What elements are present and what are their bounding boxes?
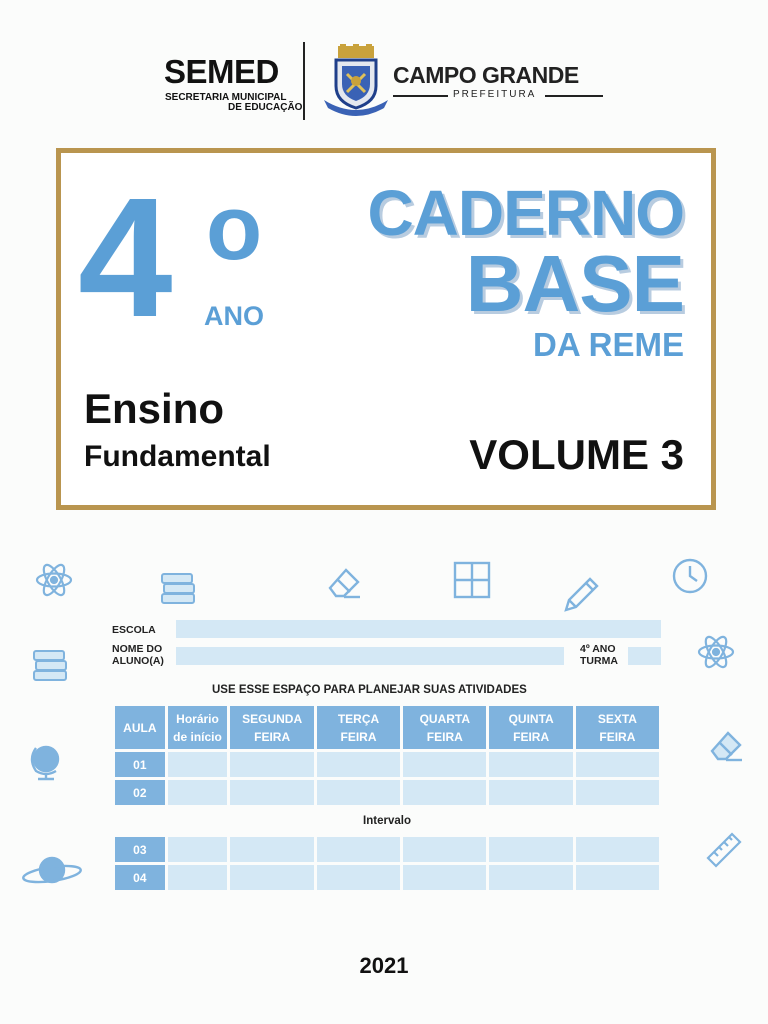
- schedule-cell[interactable]: [317, 752, 400, 777]
- lesson-number: 01: [115, 752, 165, 777]
- schedule-cell[interactable]: [317, 780, 400, 805]
- eraser-icon: [706, 725, 746, 765]
- schedule-header-text: QUINTA: [508, 711, 554, 726]
- title-da-reme: DA REME: [533, 326, 684, 363]
- schedule-cell[interactable]: [403, 780, 486, 805]
- level-fundamental: Fundamental: [84, 440, 271, 473]
- books-icon: [158, 568, 198, 608]
- schedule-cell[interactable]: [230, 752, 314, 777]
- footer-year: 2021: [359, 953, 409, 978]
- schedule-header-text: de início: [173, 729, 222, 744]
- schedule-cell[interactable]: [230, 837, 314, 862]
- student-name-field[interactable]: [176, 647, 564, 665]
- schedule-cell[interactable]: [576, 865, 659, 890]
- schedule-cell[interactable]: [403, 752, 486, 777]
- schedule-header-text: Horário: [176, 711, 219, 726]
- schedule-header-text: TERÇA: [337, 711, 380, 726]
- schedule-cell[interactable]: [403, 837, 486, 862]
- city-logo-rule-right: [545, 95, 603, 97]
- planet-icon: [20, 850, 84, 890]
- student-label-line1: NOME DO: [112, 643, 163, 655]
- schedule-header-text: FEIRA: [513, 729, 550, 744]
- schedule-header-text: SEGUNDA: [242, 711, 303, 726]
- ruler-icon: [704, 830, 744, 870]
- schedule-cell[interactable]: [168, 837, 228, 862]
- schedule-cell[interactable]: [576, 752, 659, 777]
- schedule-header-text: SEXTA: [597, 711, 637, 726]
- schedule-cell[interactable]: [489, 780, 572, 805]
- schedule-cell[interactable]: [576, 837, 659, 862]
- schedule-header-cell: [576, 706, 659, 749]
- schedule-header-cell: [230, 706, 314, 749]
- schedule-cell[interactable]: [576, 780, 659, 805]
- class-field[interactable]: [628, 647, 661, 665]
- schedule-header-cell: [115, 706, 165, 749]
- schedule-cell[interactable]: [168, 865, 228, 890]
- schedule-header-cell: [403, 706, 486, 749]
- globe-icon: [26, 742, 66, 782]
- schedule-header-text: FEIRA: [599, 729, 636, 744]
- semed-logo-title: SEMED: [164, 53, 279, 90]
- eraser-icon: [324, 562, 364, 602]
- schedule-header-text: FEIRA: [254, 729, 291, 744]
- books-icon: [30, 645, 70, 685]
- schedule-header-cell: [168, 706, 228, 749]
- schedule-cell[interactable]: [317, 865, 400, 890]
- grade-word: ANO: [204, 301, 264, 331]
- lesson-number: 02: [115, 780, 165, 805]
- grade-number: 4: [78, 163, 165, 353]
- title-base: BASE: [465, 239, 684, 328]
- school-label: ESCOLA: [112, 624, 156, 636]
- lesson-number: 03: [115, 837, 165, 862]
- schedule-table: [112, 703, 662, 893]
- grade-ordinal-mark: o: [206, 177, 263, 279]
- class-label: TURMA: [580, 655, 618, 667]
- atom-icon: [696, 632, 736, 672]
- semed-logo-subtitle-line2: DE EDUCAÇÃO: [228, 102, 303, 113]
- pencil-icon: [560, 576, 600, 616]
- schedule-body: [115, 752, 659, 890]
- schedule-cell[interactable]: [230, 865, 314, 890]
- student-label-line2: ALUNO(A): [112, 655, 164, 667]
- schedule-cell[interactable]: [403, 865, 486, 890]
- schedule-header-row: [115, 706, 659, 749]
- schedule-cell[interactable]: [489, 865, 572, 890]
- table-row: [115, 752, 659, 777]
- plan-heading: USE ESSE ESPAÇO PARA PLANEJAR SUAS ATIVIDADES: [212, 684, 527, 696]
- city-logo-subtitle: PREFEITURA: [453, 89, 537, 100]
- schedule-cell[interactable]: [489, 837, 572, 862]
- volume-label: VOLUME 3: [469, 431, 684, 478]
- header-divider: [303, 42, 305, 120]
- semed-logo-subtitle-line1: SECRETARIA MUNICIPAL: [165, 92, 287, 103]
- schedule-cell[interactable]: [230, 780, 314, 805]
- schedule-cell[interactable]: [168, 752, 228, 777]
- schedule-cell[interactable]: [317, 837, 400, 862]
- schedule-cell[interactable]: [489, 752, 572, 777]
- city-logo-rule-left: [393, 95, 448, 97]
- school-field[interactable]: [176, 620, 661, 638]
- city-logo-title: CAMPO GRANDE: [393, 62, 579, 88]
- grade-label: 4º ANO: [580, 643, 616, 655]
- title-caderno: CADERNO: [367, 177, 684, 249]
- table-row: [115, 865, 659, 890]
- grid-icon: [452, 560, 492, 600]
- level-ensino: Ensino: [84, 385, 225, 432]
- schedule-header-text: FEIRA: [340, 729, 377, 744]
- break-label: Intervalo: [363, 815, 411, 827]
- clock-icon: [670, 556, 710, 596]
- table-row: [115, 780, 659, 805]
- schedule-header-text: FEIRA: [426, 729, 463, 744]
- schedule-header-text: QUARTA: [419, 711, 471, 726]
- atom-icon: [34, 560, 74, 600]
- schedule-cell[interactable]: [168, 780, 228, 805]
- schedule-header-cell: [317, 706, 400, 749]
- table-row: [115, 837, 659, 862]
- city-crest-icon: [320, 44, 392, 116]
- schedule-header-cell: [489, 706, 572, 749]
- break-row: [115, 808, 659, 834]
- schedule-header-text: AULA: [123, 720, 157, 735]
- lesson-number: 04: [115, 865, 165, 890]
